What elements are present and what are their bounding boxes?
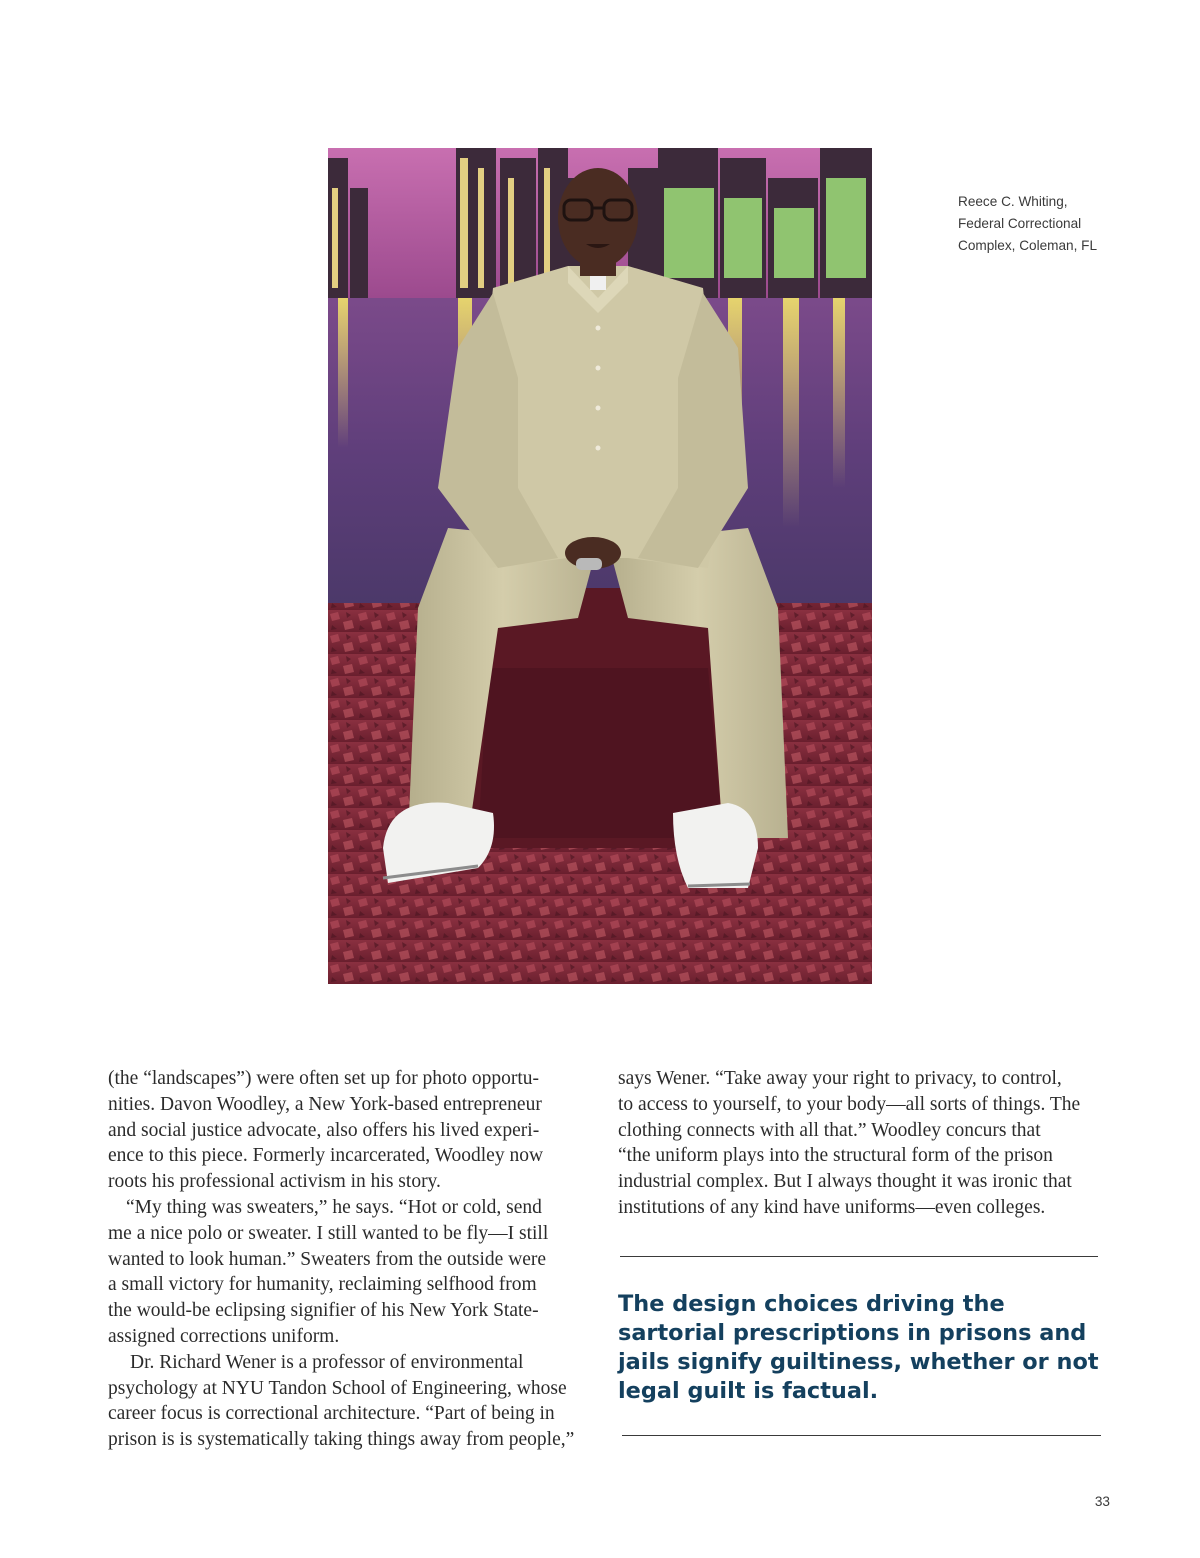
pullquote-line: The design choices driving the [618,1291,1005,1317]
body-line: nities. Davon Woodley, a New York-based entrepreneur [108,1093,542,1115]
page-number: 33 [1094,1494,1110,1509]
pull-quote [618,1290,1118,1406]
body-line: and social justice advocate, also offers his lived experi- [108,1119,540,1141]
body-line: “My thing was sweaters,” he says. “Hot or cold, send [126,1196,542,1218]
body-line: clothing connects with all that.” Woodley concurs that [618,1119,1041,1141]
pullquote-line: sartorial prescriptions in prisons and [618,1320,1087,1346]
body-line: industrial complex. But I always thought it was ironic that [618,1171,1072,1193]
body-line: assigned corrections uniform. [108,1325,340,1347]
body-line: me a nice polo or sweater. I still wanted to be fly—I still [108,1222,549,1244]
body-line: says Wener. “Take away your right to privacy, to control, [618,1068,1062,1089]
body-line: ence to this piece. Formerly incarcerated, Woodley now [108,1145,544,1167]
body-line: “the uniform plays into the structural form of the prison [618,1145,1053,1167]
body-line: prison is is systematically taking things away from people,” [108,1429,575,1451]
pullquote-line: jails signify guiltiness, whether or not [618,1349,1099,1375]
caption-line: Reece C. Whiting, [958,194,1068,209]
body-line: Dr. Richard Wener is a professor of environmental [130,1351,524,1373]
body-line: wanted to look human.” Sweaters from the outside were [108,1248,547,1270]
body-line: to access to yourself, to your body—all sorts of things. The [618,1093,1081,1115]
body-line: the would-be eclipsing signifier of his New York State- [108,1300,539,1322]
body-line: roots his professional activism in his story. [108,1171,441,1193]
pullquote-rule-bottom [622,1435,1101,1436]
body-column-left [108,1066,588,1453]
body-line: institutions of any kind have uniforms—even colleges. [618,1196,1046,1218]
body-column-right [618,1066,1098,1221]
caption-line: Complex, Coleman, FL [958,238,1098,253]
body-line: career focus is correctional architecture. “Part of being in [108,1403,555,1425]
body-line: (the “landscapes”) were often set up for photo opportu- [108,1068,540,1089]
pullquote-rule-top [620,1256,1098,1257]
body-line: psychology at NYU Tandon School of Engineering, whose [108,1377,567,1399]
caption-line: Federal Correctional [958,216,1082,231]
photo-caption [958,191,1158,257]
portrait-photo [328,148,872,984]
body-line: a small victory for humanity, reclaiming selfhood from [108,1274,537,1296]
portrait-photo-illustration [328,148,872,984]
pullquote-line: legal guilt is factual. [618,1378,879,1404]
